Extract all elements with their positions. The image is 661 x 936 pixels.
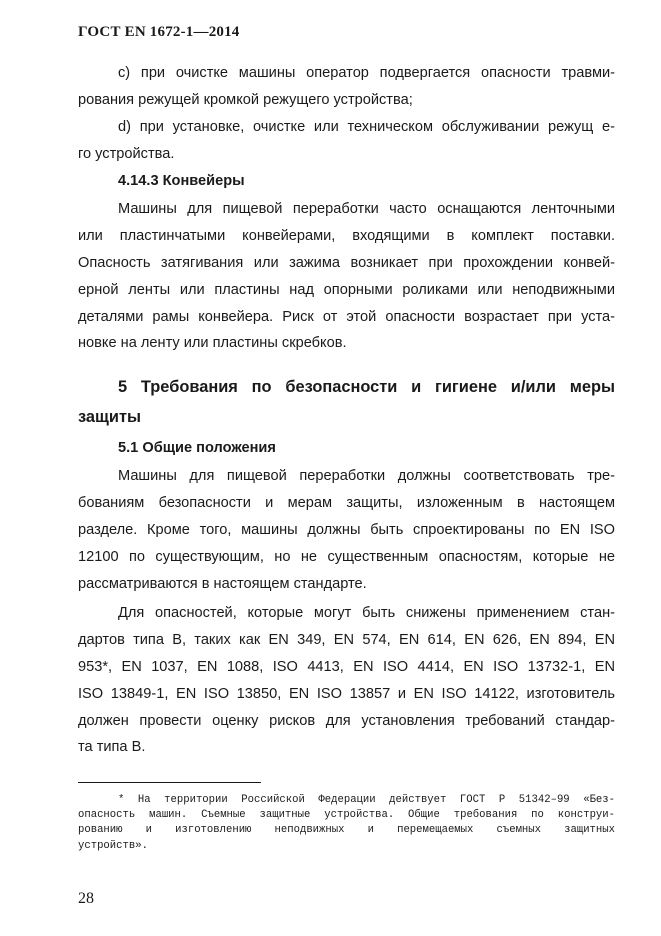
- paragraph-general-requirements: [78, 463, 615, 597]
- text-line: дартов типа В, таких как EN 349, EN 574, EN 614, EN 626, EN 894, EN: [78, 631, 615, 648]
- page-number: 28: [78, 890, 94, 907]
- text-line: d) при установке, очистке или техническом обслуживании режущ е-: [118, 118, 615, 135]
- text-line: бованиям безопасности и мерам защиты, изложенным в настоящем: [78, 494, 615, 511]
- footnote-line: опасность машин. Съемные защитные устройства. Общие требования по конструи-: [78, 809, 615, 822]
- section-heading-line: 5 Требования по безопасности и гигиене и/или меры: [118, 378, 615, 396]
- text-line: ISO 13849-1, EN ISO 13850, EN ISO 13857 и EN ISO 14122, изготовитель: [78, 685, 615, 702]
- footnote-divider: [78, 782, 261, 783]
- footnote-line: рованию и изготовлению неподвижных и перемещаемых съемных защитных: [78, 824, 615, 837]
- text-line: Машины для пищевой переработки часто оснащаются ленточными: [118, 201, 615, 217]
- text-line: c) при очистке машины оператор подвергается опасности травми-: [118, 65, 615, 81]
- text-line: должен провести оценку рисков для установления требований стандар-: [78, 712, 615, 729]
- paragraph-items-c-d: [78, 60, 615, 168]
- text-line: рассматриваются в настоящем стандарте.: [78, 575, 367, 592]
- subsection-heading-4-14-3: 4.14.3 Конвейеры: [118, 173, 245, 189]
- text-line: ерной ленты или пластины над опорными роликами или неподвижными: [78, 281, 615, 298]
- text-line: рования режущей кромкой режущего устройства;: [78, 91, 413, 108]
- text-line: или пластинчатыми конвейерами, входящими в комплект поставки.: [78, 227, 615, 244]
- text-line: та типа В.: [78, 739, 146, 756]
- text-line: деталями рамы конвейера. Риск от этой опасности возрастает при уста-: [78, 308, 615, 325]
- subsection-heading-5-1: 5.1 Общие положения: [118, 440, 276, 456]
- text-line: го устройства.: [78, 145, 175, 162]
- text-line: 12100 по существующим, но не существенным опасностям, которые не: [78, 548, 615, 565]
- text-line: новке на ленту или пластины скребков.: [78, 335, 347, 352]
- document-header: ГОСТ EN 1672-1—2014: [78, 24, 240, 40]
- text-line: Машины для пищевой переработки должны соответствовать тре-: [118, 468, 615, 484]
- text-line: 953*, EN 1037, EN 1088, ISO 4413, EN ISO 4414, EN ISO 13732-1, EN: [78, 658, 615, 675]
- text-line: разделе. Кроме того, машины должны быть спроектированы по EN ISO: [78, 521, 615, 538]
- paragraph-type-b-standards: [78, 600, 615, 761]
- section-heading-line: защиты: [78, 408, 141, 426]
- section-heading-5: [78, 372, 615, 432]
- footnote-line: устройств».: [78, 839, 148, 852]
- paragraph-conveyors: [78, 196, 615, 357]
- text-line: Для опасностей, которые могут быть снижены применением стан-: [118, 605, 615, 621]
- footnote-line: * На территории Российской Федерации действует ГОСТ Р 51342–99 «Без-: [118, 794, 615, 806]
- text-line: Опасность затягивания или зажима возникает при прохождении конвей-: [78, 254, 615, 271]
- footnote: [78, 793, 615, 854]
